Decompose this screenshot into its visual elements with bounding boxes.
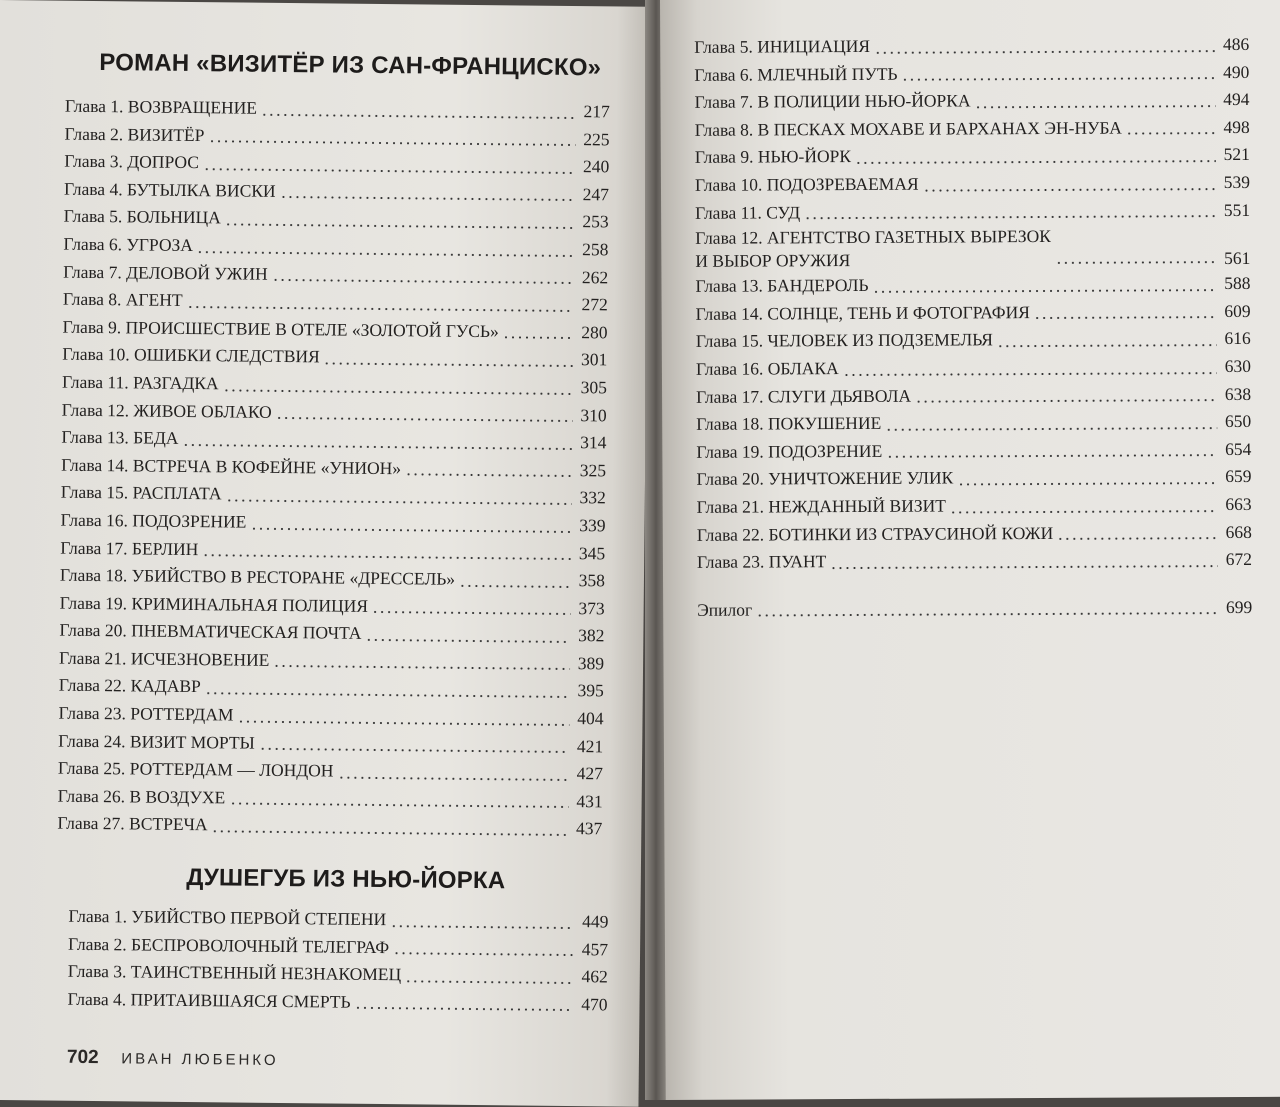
- dot-leader: [975, 104, 1216, 109]
- toc-entry-title: Глава 14. СОЛНЦЕ, ТЕНЬ И ФОТОГРАФИЯ: [695, 301, 1030, 324]
- dot-leader: [390, 924, 574, 930]
- toc-entry-page: 339: [579, 515, 606, 536]
- toc-entry-page: 358: [578, 570, 606, 591]
- dot-leader: [280, 195, 575, 202]
- toc-entry-page: 240: [582, 156, 610, 177]
- toc-entry: [696, 353, 1251, 383]
- toc-entry-page: 588: [1224, 273, 1251, 294]
- toc-entry-page: 325: [579, 459, 607, 481]
- toc-entry-title: Глава 1. УБИЙСТВО ПЕРВОЙ СТЕПЕНИ: [68, 905, 387, 930]
- dot-leader: [225, 498, 571, 506]
- toc-entry-page: 272: [581, 294, 608, 315]
- toc-entry-title: Глава 11. СУД: [695, 201, 801, 223]
- dot-leader: [804, 214, 1216, 220]
- toc-entry-page: 253: [582, 211, 609, 232]
- toc-entry-page: 373: [578, 597, 605, 619]
- toc-entry-page: 609: [1224, 300, 1251, 321]
- toc-list-strangler: [67, 903, 608, 1019]
- toc-entry: [695, 141, 1250, 171]
- dot-leader: [237, 719, 569, 726]
- toc-entry-title: Глава 3. ТАИНСТВЕННЫЙ НЕЗНАКОМЕЦ: [67, 960, 402, 985]
- toc-entry: [694, 59, 1249, 89]
- dot-leader: [182, 443, 572, 451]
- toc-entry-title: Глава 6. МЛЕЧНЫЙ ПУТЬ: [694, 63, 898, 85]
- dot-leader: [459, 584, 571, 589]
- toc-entry-page: 332: [579, 487, 606, 508]
- dot-leader: [272, 278, 574, 285]
- dot-leader: [229, 802, 568, 810]
- dot-leader: [203, 167, 575, 175]
- toc-entry-title: Глава 16. ОБЛАКА: [695, 358, 839, 379]
- toc-entry: [695, 169, 1250, 199]
- toc-entry-page: 301: [580, 349, 608, 370]
- toc-entry-page: 457: [581, 938, 609, 960]
- dot-leader: [250, 526, 571, 533]
- dot-leader: [1126, 131, 1216, 135]
- toc-list-visitor: [57, 93, 610, 844]
- toc-entry-title: Глава 2. ВИЗИТЁР: [64, 123, 205, 145]
- toc-entry-title: Глава 1. ВОЗВРАЩЕНИЕ: [64, 95, 258, 118]
- toc-entry-page: 449: [582, 911, 609, 932]
- dot-leader: [873, 288, 1217, 294]
- toc-entry-page: 638: [1224, 383, 1252, 404]
- toc-entry-title: Глава 7. В ПОЛИЦИИ НЬЮ-ЙОРКА: [694, 90, 971, 113]
- toc-entry-title: Глава 12. ЖИВОЕ ОБЛАКО: [61, 399, 272, 422]
- dot-leader: [915, 398, 1217, 404]
- toc-entry-page: 539: [1223, 171, 1251, 193]
- toc-entry: [697, 518, 1252, 548]
- toc-entry-title: Глава 8. АГЕНТ: [62, 288, 183, 311]
- toc-entry: [696, 380, 1251, 410]
- dot-leader: [902, 76, 1216, 82]
- toc-entry-title: Глава 15. РАСПЛАТА: [60, 481, 222, 504]
- toc-entry-page: 490: [1223, 61, 1250, 82]
- toc-entry-title: Глава 17. БЕРЛИН: [60, 537, 199, 559]
- toc-entry-page: 486: [1222, 33, 1250, 55]
- toc-entry-page: 494: [1223, 89, 1250, 110]
- toc-entry-page: 650: [1224, 411, 1252, 432]
- toc-entry: [67, 986, 607, 1019]
- toc-entry-page: 462: [581, 966, 608, 987]
- toc-entry-page: 389: [577, 652, 605, 674]
- toc-entry-page: 314: [580, 432, 607, 453]
- dot-leader: [405, 979, 574, 985]
- running-head-author: ИВАН ЛЮБЕНКО: [121, 1050, 279, 1069]
- toc-entry: [694, 31, 1249, 61]
- dot-leader: [354, 1006, 573, 1012]
- dot-leader: [843, 371, 1217, 377]
- dot-leader: [855, 159, 1216, 165]
- toc-entry: [57, 810, 602, 843]
- dot-leader: [1034, 315, 1217, 320]
- toc-entry: [695, 224, 1250, 273]
- toc-entry-title: Эпилог: [697, 599, 753, 620]
- toc-entry-title: Глава 8. В ПЕСКАХ МОХАВЕ И БАРХАНАХ ЭН-НУБА: [694, 117, 1122, 140]
- toc-entry: [696, 436, 1251, 466]
- dot-leader: [273, 664, 570, 671]
- toc-entry-page: 561: [1224, 248, 1251, 269]
- toc-entry-title: Глава 19. ПОДОЗРЕНИЕ: [696, 440, 883, 462]
- toc-entry-title: Глава 14. ВСТРЕЧА В КОФЕЙНЕ «УНИОН»: [61, 454, 402, 478]
- dot-leader: [197, 250, 575, 258]
- toc-entry-page: 421: [576, 735, 604, 757]
- toc-entry: [697, 491, 1252, 521]
- toc-entry-title: Глава 6. УГРОЗА: [63, 233, 194, 256]
- toc-entry-title: Глава 26. В ВОЗДУХЕ: [57, 785, 226, 808]
- toc-entry-page: 404: [577, 708, 604, 729]
- toc-entry-page: 395: [577, 680, 604, 701]
- toc-entry-page: 659: [1225, 466, 1252, 487]
- dot-leader: [1055, 260, 1216, 265]
- toc-entry-title: Глава 10. ПОДОЗРЕВАЕМАЯ: [694, 173, 919, 195]
- toc-entry-title: Глава 10. ОШИБКИ СЛЕДСТВИЯ: [62, 344, 320, 367]
- right-page: [660, 0, 1280, 1100]
- toc-entry-page: 551: [1223, 199, 1251, 220]
- toc-entry-title: Глава 23. ПУАНТ: [696, 551, 827, 572]
- toc-list-continued: [694, 31, 1252, 624]
- toc-entry-title: Глава 15. ЧЕЛОВЕК ИЗ ПОДЗЕМЕЛЬЯ: [695, 329, 994, 352]
- toc-entry: [696, 408, 1251, 438]
- toc-entry-title: Глава 2. БЕСПРОВОЛОЧНЫЙ ТЕЛЕГРАФ: [68, 933, 390, 957]
- dot-leader: [202, 553, 571, 561]
- dot-leader: [337, 775, 568, 781]
- toc-entry: [697, 594, 1252, 624]
- dot-leader: [503, 336, 574, 341]
- toc-entry-title: Глава 4. ПРИТАИВШАЯСЯ СМЕРТЬ: [67, 988, 351, 1012]
- toc-entry-page: 616: [1224, 328, 1251, 349]
- toc-entry-page: 630: [1224, 355, 1251, 376]
- toc-entry-title: Глава 11. РАЗГАДКА: [61, 371, 219, 394]
- dot-leader: [223, 388, 573, 396]
- toc-entry-title: Глава 5. БОЛЬНИЦА: [63, 206, 221, 228]
- page-footer: [67, 1047, 279, 1071]
- toc-entry-title: Глава 27. ВСТРЕЧА: [57, 813, 208, 835]
- toc-entry-page: 382: [578, 625, 605, 646]
- toc-entry-title: Глава 16. ПОДОЗРЕНИЕ: [60, 509, 247, 532]
- toc-entry-title: Глава 9. НЬЮ-ЙОРК: [694, 146, 852, 168]
- toc-entry-title: Глава 17. СЛУГИ ДЬЯВОЛА: [696, 385, 912, 407]
- toc-entry-page: 521: [1223, 144, 1250, 165]
- toc-entry-page: 262: [581, 266, 609, 287]
- toc-entry-title: Глава 24. ВИЗИТ МОРТЫ: [58, 730, 255, 753]
- toc-entry-page: 668: [1225, 521, 1252, 542]
- dot-leader: [225, 222, 575, 230]
- dot-leader: [211, 829, 568, 837]
- toc-entry-page: 654: [1225, 438, 1252, 459]
- toc-entry-title: Глава 13. БЕДА: [61, 426, 179, 449]
- toc-entry: [697, 546, 1252, 576]
- toc-entry: [696, 325, 1251, 355]
- dot-leader: [886, 453, 1217, 459]
- toc-entry-title: Глава 20. ПНЕВМАТИЧЕСКАЯ ПОЧТА: [59, 619, 362, 644]
- dot-leader: [957, 481, 1217, 486]
- toc-entry-title: Глава 21. ИСЧЕЗНОВЕНИЕ: [59, 647, 270, 670]
- toc-entry-title: Глава 22. КАДАВР: [58, 675, 201, 697]
- dot-leader: [372, 610, 571, 616]
- toc-entry-page: 217: [583, 101, 610, 122]
- toc-entry: [696, 298, 1251, 328]
- dot-leader: [365, 638, 570, 644]
- toc-entry-page: 305: [580, 377, 608, 398]
- toc-entry-page: 310: [580, 404, 607, 425]
- toc-entry-page: 431: [576, 790, 603, 812]
- page-number: 702: [66, 1046, 99, 1069]
- toc-entry-title: Глава 9. ПРОИСШЕСТВИЕ В ОТЕЛЕ «ЗОЛОТОЙ ГУСЬ»: [62, 316, 499, 341]
- dot-leader: [1057, 536, 1218, 541]
- dot-leader: [393, 951, 574, 957]
- dot-leader: [830, 564, 1218, 570]
- toc-entry-page: 258: [582, 239, 609, 260]
- section-title-strangler: ДУШЕГУБ ИЗ НЬЮ-ЙОРКА: [186, 863, 506, 895]
- dot-leader: [208, 139, 575, 147]
- toc-entry-page: 427: [576, 763, 604, 784]
- toc-entry: [695, 270, 1250, 300]
- toc-entry-title: Глава 19. КРИМИНАЛЬНАЯ ПОЛИЦИЯ: [59, 592, 369, 616]
- toc-entry-title: Глава 7. ДЕЛОВОЙ УЖИН: [63, 261, 268, 284]
- toc-entry-page: 437: [576, 818, 603, 839]
- dot-leader: [923, 187, 1216, 193]
- dot-leader: [997, 343, 1217, 348]
- toc-entry-title: Глава 3. ДОПРОС: [64, 150, 200, 173]
- dot-leader: [950, 509, 1218, 514]
- dot-leader: [324, 361, 574, 368]
- toc-entry-title: Глава 5. ИНИЦИАЦИЯ: [694, 35, 871, 57]
- toc-entry-page: 699: [1225, 596, 1253, 617]
- dot-leader: [187, 305, 574, 313]
- dot-leader: [756, 611, 1218, 617]
- dot-leader: [405, 473, 572, 479]
- toc-entry-page: 663: [1225, 493, 1252, 514]
- toc-entry: [696, 463, 1251, 493]
- toc-entry-page: 280: [581, 321, 608, 343]
- toc-entry-page: 498: [1223, 116, 1250, 137]
- toc-entry-title: Глава 22. БОТИНКИ ИЗ СТРАУСИНОЙ КОЖИ: [696, 522, 1054, 545]
- dot-leader: [874, 49, 1215, 55]
- toc-entry: [694, 86, 1249, 116]
- toc-entry-page: 345: [578, 542, 606, 563]
- toc-entry-page: 225: [583, 128, 610, 149]
- toc-entry: [695, 196, 1250, 226]
- dot-leader: [205, 691, 570, 699]
- dot-leader: [259, 747, 569, 754]
- toc-entry-page: 672: [1225, 549, 1252, 570]
- toc-entry-title: Глава 20. УНИЧТОЖЕНИЕ УЛИК: [696, 467, 954, 490]
- toc-entry-title: Глава 12. АГЕНТСТВО ГАЗЕТНЫХ ВЫРЕЗОК И ВЫБОР ОРУЖИЯ: [695, 226, 1051, 271]
- toc-entry-title: Глава 21. НЕЖДАННЫЙ ВИЗИТ: [696, 495, 946, 517]
- dot-leader: [885, 426, 1217, 432]
- toc-entry-page: 470: [581, 993, 608, 1015]
- toc-entry-title: Глава 13. БАНДЕРОЛЬ: [695, 275, 869, 296]
- toc-entry-title: Глава 18. УБИЙСТВО В РЕСТОРАНЕ «ДРЕССЕЛЬ»: [59, 564, 456, 589]
- toc-entry-title: Глава 4. БУТЫЛКА ВИСКИ: [63, 178, 276, 201]
- toc-entry-page: 247: [582, 183, 610, 205]
- toc-entry-title: Глава 18. ПОКУШЕНИЕ: [696, 412, 882, 434]
- dot-leader: [276, 416, 573, 423]
- toc-entry: [695, 114, 1250, 144]
- section-title-visitor: РОМАН «ВИЗИТЁР ИЗ САН-ФРАНЦИСКО»: [99, 49, 602, 82]
- dot-leader: [261, 112, 576, 119]
- toc-entry-title: Глава 25. РОТТЕРДАМ — ЛОНДОН: [57, 757, 334, 781]
- toc-entry-title: Глава 23. РОТТЕРДАМ: [58, 702, 234, 725]
